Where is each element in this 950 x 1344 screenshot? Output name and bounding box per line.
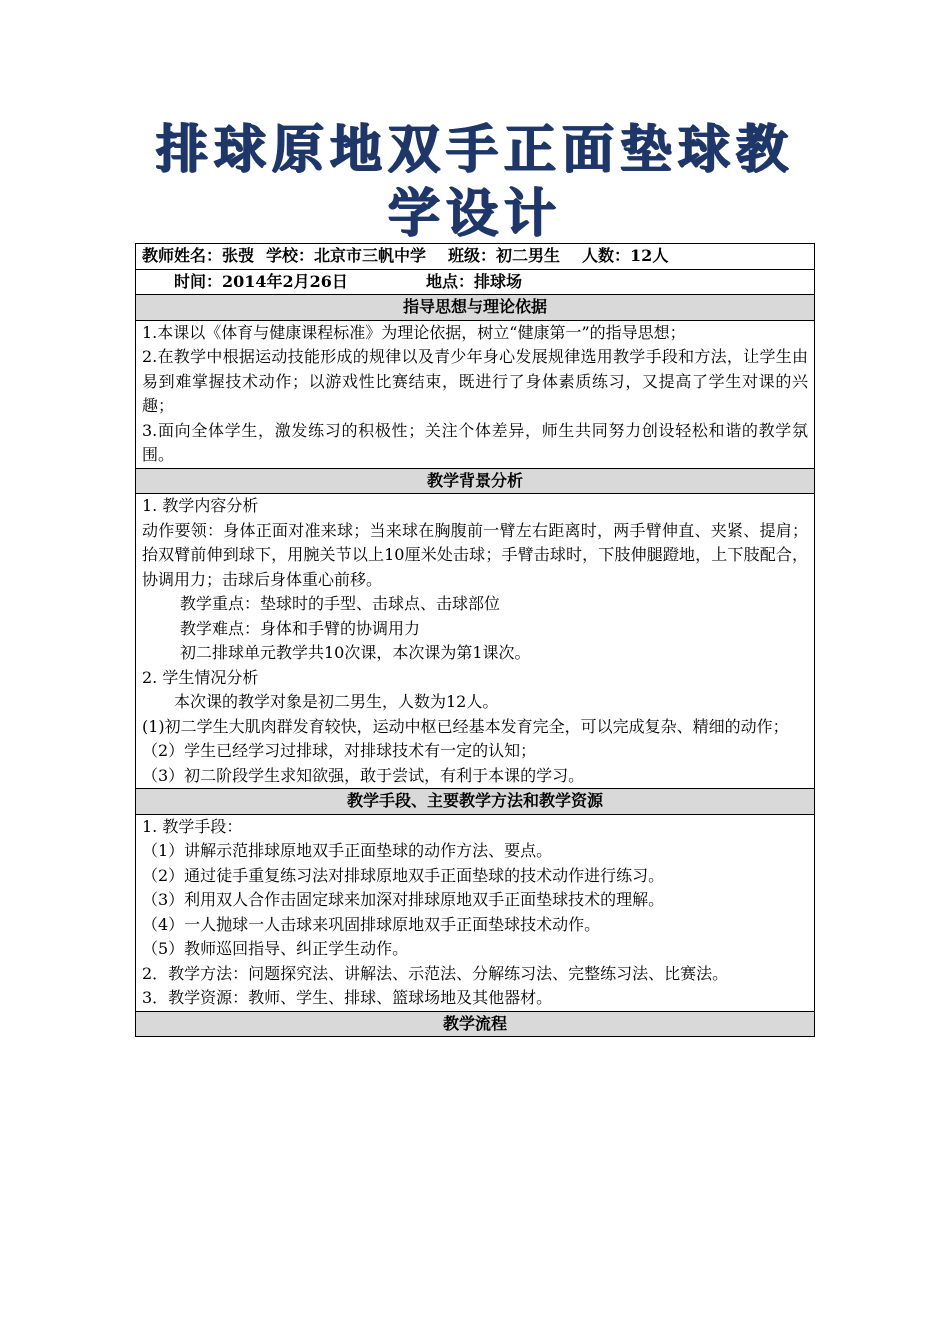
student-point-1: (1)初二学生大肌肉群发育较快，运动中枢已经基本发育完全，可以完成复杂、精细的动作；	[142, 716, 789, 736]
section-header-guiding: 指导思想与理论依据	[136, 295, 815, 321]
unit-info: 初二排球单元教学共10次课，本次课为第1课次。	[180, 643, 531, 662]
teaching-means-item-4: （4）一人抛球一人击球来巩固排球原地双手正面垫球技术动作。	[142, 914, 601, 934]
class-name: 班级：初二男生	[448, 246, 561, 265]
school-name: 学校：北京市三帆中学	[266, 246, 427, 265]
section-body-guiding	[136, 320, 815, 468]
section-body-background	[136, 494, 815, 789]
lesson-place: 地点：排球场	[425, 271, 522, 291]
title-line-1: 排球原地双手正面垫球教	[155, 120, 794, 180]
section-body-methods	[136, 814, 815, 1011]
teaching-means-item-1: （1）讲解示范排球原地双手正面垫球的动作方法、要点。	[142, 841, 553, 860]
document-title	[140, 118, 810, 246]
teaching-methods: 2．教学方法：问题探究法、讲解法、示范法、分解练习法、完整练习法、比赛法。	[142, 963, 729, 983]
content-analysis-heading: 1. 教学内容分析	[142, 496, 259, 515]
teaching-resources: 3．教学资源：教师、学生、排球、篮球场地及其他器材。	[142, 988, 553, 1007]
lesson-time: 时间：2014年2月26日	[174, 271, 348, 291]
student-count: 人数：12人	[582, 246, 669, 265]
section-header-background: 教学背景分析	[136, 468, 815, 494]
teaching-means-item-5: （5）教师巡回指导、纠正学生动作。	[142, 939, 409, 958]
section-header-process: 教学流程	[136, 1011, 815, 1037]
guiding-point-3: 3.面向全体学生，激发练习的积极性；关注个体差异，师生共同努力创设轻松和谐的教学氛围。	[142, 420, 808, 464]
info-row-1	[136, 244, 815, 270]
section-header	[136, 468, 815, 494]
teaching-difficulty: 教学难点：身体和手臂的协调用力	[180, 618, 421, 638]
teacher-name: 教师姓名：张弢	[142, 246, 255, 265]
section-header	[136, 789, 815, 815]
teaching-means-item-2: （2）通过徒手重复练习法对排球原地双手正面垫球的技术动作进行练习。	[142, 865, 665, 885]
guiding-point-2: 2.在教学中根据运动技能形成的规律以及青少年身心发展规律选用教学手段和方法，让学生由易到难掌握技术动作；以游戏性比赛结束，既进行了身体素质练习，又提高了学生对课的兴趣；	[142, 347, 808, 415]
lesson-plan-table	[135, 243, 815, 1037]
student-point-3: （3）初二阶段学生求知欲强，敢于尝试，有利于本课的学习。	[142, 765, 585, 785]
teaching-means-item-3: （3）利用双人合作击固定球来加深对排球原地双手正面垫球技术的理解。	[142, 890, 665, 909]
info-row-2	[136, 269, 815, 295]
title-line-2: 学设计	[387, 184, 562, 244]
teaching-means-heading: 1. 教学手段：	[142, 816, 243, 836]
student-analysis-heading: 2. 学生情况分析	[142, 667, 259, 687]
section-header	[136, 1011, 815, 1037]
teaching-target: 本次课的教学对象是初二男生，人数为12人。	[174, 692, 499, 711]
section-header-methods: 教学手段、主要教学方法和教学资源	[136, 789, 815, 815]
student-point-2: （2）学生已经学习过排球，对排球技术有一定的认知；	[142, 741, 537, 760]
section-header	[136, 295, 815, 321]
action-essentials: 动作要领：身体正面对准来球；当来球在胸腹前一臂左右距离时，两手臂伸直、夹紧、提肩；抬双臂前伸到球下，用腕关节以上10厘米处击球；手臂击球时，下肢伸腿蹬地，上下肢配合，协调用力；击球后身体重心前移。	[142, 520, 808, 589]
guiding-point-1: 1.本课以《体育与健康课程标准》为理论依据，树立“健康第一”的指导思想；	[142, 322, 686, 342]
teaching-key-point: 教学重点：垫球时的手型、击球点、击球部位	[180, 594, 501, 613]
